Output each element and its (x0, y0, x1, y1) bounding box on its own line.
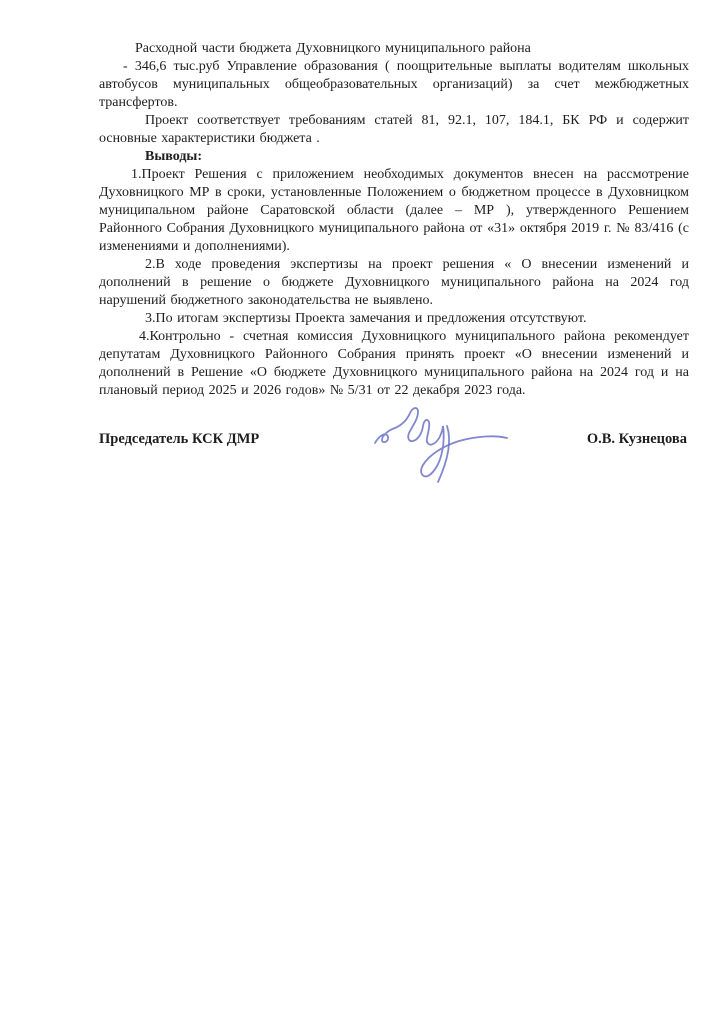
conclusions-heading: Выводы: (145, 149, 203, 164)
paragraph-expenditure-heading: Расходной части бюджета Духовницкого муниципального района (135, 41, 531, 56)
signature-ink-strokes (375, 408, 507, 482)
signature-position-title: Председатель КСК ДМР (99, 431, 260, 447)
paragraph-conclusion-4: 4.Контрольно - счетная комиссия Духовницкого муниципального района рекомендует депутатам Духовницкого Районного Собрания принять проект «О внесении изменений и дополнений в Решение «О бюджете Духовницкого муниципального района на 2024 год и на плановый период 2025 и 2026 годов» № 5/31 от 22 декабря 2023 года. (99, 329, 689, 398)
handwritten-signature (355, 396, 525, 486)
paragraph-conclusion-2: 2.В ходе проведения экспертизы на проект решения « О внесении изменений и дополнений в решение о бюджете Духовницкого муниципального района на 2024 год нарушений бюджетного законодательства не выявлено. (99, 257, 689, 308)
signature-person-name: О.В. Кузнецова (586, 431, 687, 447)
signature-block (99, 430, 689, 448)
paragraph-conclusion-1: 1.Проект Решения с приложением необходимых документов внесен на рассмотрение Духовницкого МР в сроки, установленные Положением о бюджетном процессе в Духовницком муниципальном районе Саратовской области (далее – МР ), утвержденного Решением Районного Собрания Духовницкого муниципального района от «31» октября 2019 г. № 83/416 (с изменениями и дополнениями). (99, 167, 689, 254)
document-body (99, 40, 689, 448)
paragraph-compliance: Проект соответствует требованиям статей 81, 92.1, 107, 184.1, БК РФ и содержит основные характеристики бюджета . (99, 113, 689, 146)
paragraph-transfer-item: - 346,6 тыс.руб Управление образования ( поощрительные выплаты водителям школьных автобусов муниципальных общеобразовательных организаций) за счет межбюджетных трансфертов. (99, 59, 689, 110)
paragraph-conclusion-3: 3.По итогам экспертизы Проекта замечания и предложения отсутствуют. (145, 311, 587, 326)
